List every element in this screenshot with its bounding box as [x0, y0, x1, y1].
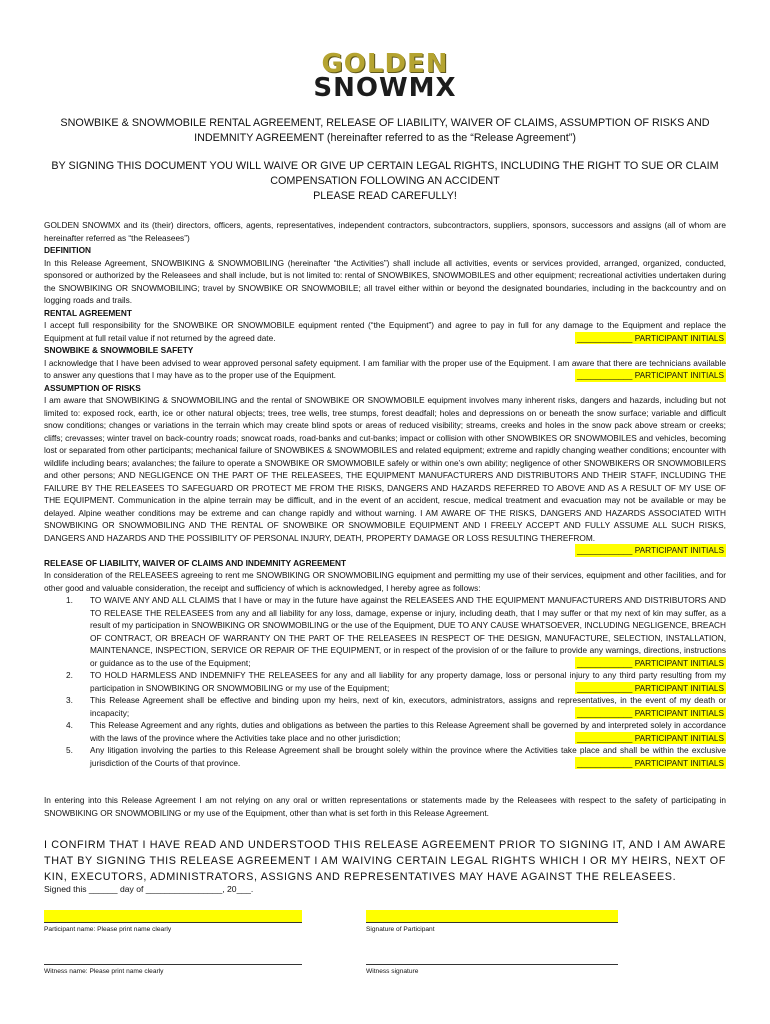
golden-snowmx-logo [300, 49, 470, 103]
list-item [44, 744, 726, 769]
witness-signature-field[interactable] [366, 952, 618, 965]
witness-name-label: Witness name: Please print name clearly [44, 968, 164, 975]
safety-heading: SNOWBIKE & SNOWMOBILE SAFETY [44, 345, 194, 355]
read-carefully: PLEASE READ CAREFULLY! [313, 190, 457, 202]
initials-field[interactable]: ____________ PARTICIPANT INITIALS [577, 657, 724, 668]
initials-field[interactable]: ____________ PARTICIPANT INITIALS [577, 332, 724, 343]
definition-paragraph: In this Release Agreement, SNOWBIKING & SNOWMOBILING (hereinafter “the Activities”) shall include all activities, events or services provided, arranged, organized, conducted, sponsored or authorized by the Releasees and shall include, but is not limited to: rental of SNOWBIKES, SNOWMOBILES and other equipment; recreational activities undertaken during the SNOWBIKING OR SNOWMOBILING; travel by SNOWBIKE OR SNOWMOBILE; all travel either within or beyond the designated boundaries, including in the backcountry and on logging roads and trails. [44, 257, 726, 305]
logo-top-text: GOLDEN [321, 49, 449, 79]
witness-signature-label: Witness signature [366, 968, 419, 975]
safety-text: I acknowledge that I have been advised to wear approved personal safety equipment. I am familiar with the proper use of the Equipment. I am aware that there are technicians available to answer any questions that I may have as to the proper use of the Equipment. [44, 357, 726, 380]
reliance-paragraph: In entering into this Release Agreement I am not relying on any oral or written representations or statements made by the Releasees with respect to the safety of participating in SNOWBIKING OR SNOWMOBILING or my use of the Equipment, other than what is set forth in this Release Agreement. [44, 795, 726, 818]
list-number: 5. [66, 745, 73, 755]
initials-field[interactable]: ____________ PARTICIPANT INITIALS [577, 707, 724, 718]
release-paragraph: In consideration of the RELEASEES agreeing to rent me SNOWBIKING OR SNOWMOBILING equipment and permitting my use of their services, equipment and other facilities, and for other good and valuable consideration, the receipt and sufficiency of which is acknowledged, I hereby agree as follows: [44, 570, 726, 593]
list-number: 3. [66, 695, 73, 705]
participant-name-label: Participant name: Please print name clearly [44, 926, 172, 933]
initials-field[interactable]: ____________ PARTICIPANT INITIALS [577, 545, 724, 555]
initials-field[interactable]: ____________ PARTICIPANT INITIALS [577, 370, 724, 380]
release-heading: RELEASE OF LIABILITY, WAIVER OF CLAIMS AND INDEMNITY AGREEMENT [44, 557, 347, 568]
list-text: Any litigation involving the parties to this Release Agreement shall be brought solely within the province where the Activities take place and shall be within the exclusive jurisdiction of the Courts of that province. [90, 745, 726, 768]
safety-paragraph [44, 357, 726, 382]
definition-heading: DEFINITION [44, 245, 92, 255]
warning-text: BY SIGNING THIS DOCUMENT YOU WILL WAIVE OR GIVE UP CERTAIN LEGAL RIGHTS, INCLUDING THE RIGHT TO SUE OR CLAIM COMPENSATION FOLLOWING AN ACCIDENT [51, 160, 719, 187]
logo-bottom-text: SNOWMX [313, 73, 457, 103]
warning-heading [30, 159, 740, 204]
initials-field[interactable]: ____________ PARTICIPANT INITIALS [577, 757, 724, 768]
rental-heading: RENTAL AGREEMENT [44, 307, 132, 318]
participant-signature-label: Signature of Participant [366, 926, 435, 933]
terms-list [44, 594, 726, 769]
rental-paragraph [44, 319, 726, 344]
rental-text: I accept full responsibility for the SNOWBIKE OR SNOWMOBILE equipment rented (“the Equipment”) and agree to pay in full for any damage to the Equipment and replace the Equipment at full retail value if not returned by the agreed date. [44, 320, 726, 343]
list-text: This Release Agreement shall be effective and binding upon my heirs, next of kin, executors, administrators, assigns and representatives, in the event of my death or incapacity; [90, 695, 726, 718]
witness-name-field[interactable] [44, 952, 302, 965]
list-number: 2. [66, 670, 73, 680]
risks-text: I am aware that SNOWBIKING & SNOWMOBILING and the rental of SNOWBIKE OR SNOWMOBILE equipment involves many inherent risks, dangers and hazards, including but not limited to: exposed rock, earth, ice or other natural objects; trees, tree wells, tree stumps, forest deadfall; holes and depressions on or beneath the snow surface; variable and difficult snow conditions; changes or variations in the terrain which may create blind spots or areas of reduced visibility; streams, creeks and holes in the snow pack above stream or creeks; cliffs; crevasses; winter travel on back-country roads; snowcat roads, road-banks and cut-banks; impact or collision with other SNOWBIKES OR SNOWMOBILES and vehicles, becoming lost or separated from other participants; mechanical failure of SNOWBIKES & SNOWMOBILES and related equipment; extreme and rapidly changing weather conditions; encounter with wildlife including bears; avalanches; the failure to operate a SNOWBIKE OR SMOWMOBILE safely or within one’s own ability; negligence of other SNOWBIKERS OR SNOWMOBILERS and other persons; AND NEGLIGENCE ON THE PART OF THE RELEASEES, THE EQUIPMENT MANUFACTURERS AND DISTRIBUTORS AND THEIR STAFF, INCLUDING THE FAILURE BY THE RELEASEES TO SAFEGUARD OR PROTECT ME FROM THE RISKS, DANGERS AND HAZARDS REFERRED TO ABOVE AND AS A RESULT OF MY USE OF THE EQUIPMENT. Communication in the alpine terrain may be difficult, and in the event of an accident, rescue, medical treatment and evacuation may not be available or may be delayed. Alpine weather conditions may be extreme and can change rapidly and without warning. I AM AWARE OF THE RISKS, DANGERS AND HAZARDS ASSOCIATED WITH SNOWBIKING OR SNOWMOBILING AND THE RENTAL OF SNOWBIKE OR SNOWMOBILE EQUIPMENT AND I FREELY ACCEPT AND FULLY ASSUME ALL SUCH RISKS, DANGERS AND HAZARDS AND THE POSSIBILITY OF PERSONAL INJURY, DEATH, PROPERTY DAMAGE OR LOSS RESULTING THEREFROM. [44, 395, 726, 543]
participant-signature-field[interactable] [366, 910, 618, 923]
document-title: SNOWBIKE & SNOWMOBILE RENTAL AGREEMENT, RELEASE OF LIABILITY, WAIVER OF CLAIMS, ASSUMPTION OF RISKS AND INDEMNITY AGREEMENT (hereinafter referred to as the “Release Agreement”) [60, 117, 710, 144]
signed-date-line[interactable]: Signed this ______ day of ________________, 20___. [44, 884, 254, 894]
list-item [44, 719, 726, 744]
list-text: TO WAIVE ANY AND ALL CLAIMS that I have or may in the future have against the RELEASEES AND THE EQUIPMENT MANUFACTURERS AND DISTRIBUTORS AND TO RELEASE THE RELEASEES from any and all liability for any loss, damage, expense or injury, including death, that I may suffer or that my next of kin may suffer, as a result of my participation in SNOWBIKING OR SNOWMOBILING or the use of the Equipment, DUE TO ANY CAUSE WHATSOEVER, INCLUDING NEGLIGENCE, BREACH OF CONTRACT, OR BREACH OF WARRANTY ON THE PART OF THE RELEASEES IN RESPECT OF THE DESIGN, MANUFACTURE, SELECTION, INSTALLATION, MAINTENANCE, INSPECTION, SERVICE OR REPAIR OF THE EQUIPMENT, or in respect of the provision of or the failure to provide any warnings, directions, instructions or guidance as to the use of the Equipment; [90, 595, 726, 668]
participant-name-field[interactable] [44, 910, 302, 923]
list-item [44, 594, 726, 669]
risks-paragraph [44, 394, 726, 557]
list-item [44, 669, 726, 694]
agreement-body [44, 219, 726, 769]
initials-field[interactable]: ____________ PARTICIPANT INITIALS [577, 682, 724, 693]
list-item [44, 694, 726, 719]
initials-field[interactable]: ____________ PARTICIPANT INITIALS [577, 732, 724, 743]
list-number: 4. [66, 720, 73, 730]
list-text: This Release Agreement and any rights, duties and obligations as between the parties to this Release Agreement shall be governed by and interpreted solely in accordance with the laws of the province where the Activities take place and no other jurisdiction; [90, 720, 726, 743]
intro-paragraph: GOLDEN SNOWMX and its (their) directors, officers, agents, representatives, independent contractors, subcontractors, suppliers, sponsors, successors and assigns (all of whom are hereinafter referred as “the Releasees”) [44, 220, 726, 243]
confirmation-paragraph: I CONFIRM THAT I HAVE READ AND UNDERSTOOD THIS RELEASE AGREEMENT PRIOR TO SIGNING IT, AND I AM AWARE THAT BY SIGNING THIS RELEASE AGREEMENT I AM WAIVING CERTAIN LEGAL RIGHTS WHICH I OR MY HEIRS, NEXT OF KIN, EXECUTORS, ADMINISTRATORS, ASSIGNS AND REPRESENTATIVES MAY HAVE AGAINST THE RELEASEES. [44, 838, 726, 883]
list-number: 1. [66, 595, 73, 605]
list-text: TO HOLD HARMLESS AND INDEMNIFY THE RELEASEES for any and all liability for any property damage, loss or personal injury to any third party resulting from my participation in SNOWBIKING OR SNOWMOBILING or my use of the Equipment; [90, 670, 726, 693]
risks-heading: ASSUMPTION OF RISKS [44, 382, 141, 393]
